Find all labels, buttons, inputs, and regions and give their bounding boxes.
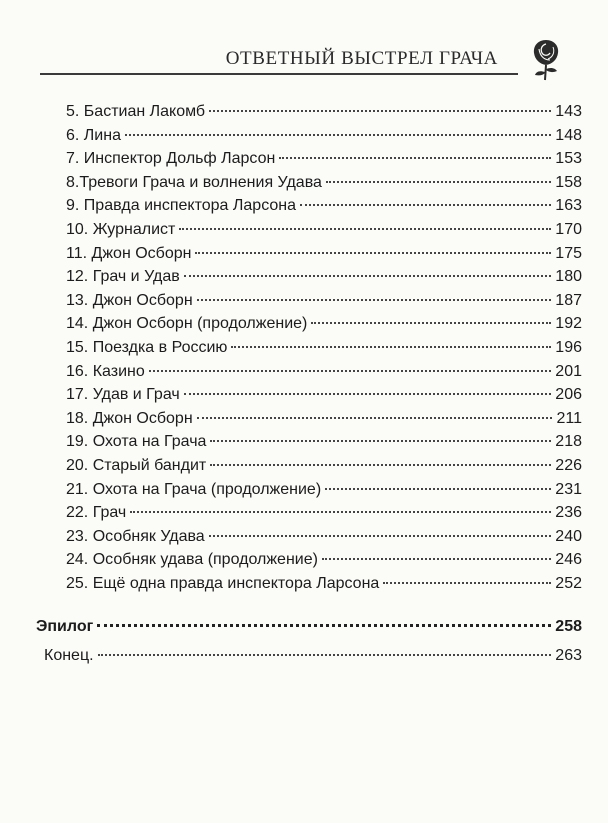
entry-title: Эпилог	[36, 613, 97, 641]
toc-entry[interactable]	[66, 478, 582, 502]
entry-title: 15. Поездка в Россию	[66, 336, 231, 360]
dot-leader	[197, 299, 552, 301]
page-number: 175	[555, 244, 582, 262]
entry-title: 9. Правда инспектора Ларсона	[66, 194, 300, 218]
entry-title: 12. Грач и Удав	[66, 265, 184, 289]
toc-entry[interactable]	[66, 572, 582, 596]
page-number: 218	[555, 433, 582, 451]
dot-leader	[383, 582, 551, 584]
page-number: 180	[555, 268, 582, 286]
page-number: 240	[555, 527, 582, 545]
toc-entry[interactable]	[66, 147, 582, 171]
entry-title: 10. Журналист	[66, 218, 179, 242]
entry-title: 8.Тревоги Грача и волнения Удава	[66, 171, 326, 195]
dot-leader	[325, 488, 551, 490]
table-of-contents	[36, 100, 582, 671]
dot-leader	[279, 157, 551, 159]
page-number: 258	[555, 618, 582, 636]
dot-leader	[322, 558, 551, 560]
toc-entry-epilogue[interactable]	[36, 613, 582, 641]
dot-leader	[197, 417, 552, 419]
entry-title: 23. Особняк Удава	[66, 525, 209, 549]
toc-entry[interactable]	[66, 501, 582, 525]
toc-entry[interactable]	[66, 383, 582, 407]
page-number: 263	[555, 647, 582, 665]
entry-title: 22. Грач	[66, 501, 130, 525]
dot-leader	[300, 204, 551, 206]
toc-entry[interactable]	[66, 312, 582, 336]
toc-entry[interactable]	[66, 218, 582, 242]
page-number: 236	[555, 504, 582, 522]
page-number: 170	[555, 220, 582, 238]
dot-leader	[326, 181, 551, 183]
dot-leader	[125, 134, 551, 136]
dot-leader	[210, 440, 551, 442]
entry-title: 18. Джон Осборн	[66, 407, 197, 431]
page-number: 158	[555, 173, 582, 191]
page-number: 163	[555, 197, 582, 215]
rose-icon	[524, 34, 568, 82]
dot-leader	[311, 322, 551, 324]
toc-entry[interactable]	[66, 407, 582, 431]
dot-leader	[210, 464, 551, 466]
page-number: 252	[555, 574, 582, 592]
page-number: 226	[555, 456, 582, 474]
entry-title: 7. Инспектор Дольф Ларсон	[66, 147, 279, 171]
toc-entry[interactable]	[66, 454, 582, 478]
page-number: 187	[555, 291, 582, 309]
dot-leader	[209, 535, 552, 537]
entry-title: 24. Особняк удава (продолжение)	[66, 548, 322, 572]
dot-leader	[179, 228, 551, 230]
entry-title: 17. Удав и Грач	[66, 383, 184, 407]
dot-leader	[130, 511, 551, 513]
entry-title: 14. Джон Осборн (продолжение)	[66, 312, 311, 336]
toc-entry[interactable]	[66, 548, 582, 572]
entry-title: Конец.	[44, 641, 98, 671]
entry-title: 16. Казино	[66, 360, 149, 384]
page-number: 192	[555, 315, 582, 333]
book-title: ОТВЕТНЫЙ ВЫСТРЕЛ ГРАЧА	[225, 48, 498, 69]
entry-title: 13. Джон Осборн	[66, 289, 197, 313]
toc-entry[interactable]	[66, 289, 582, 313]
entry-title: 11. Джон Осборн	[66, 242, 195, 266]
dot-leader	[184, 275, 552, 277]
dot-leader	[184, 393, 552, 395]
page-number: 206	[555, 386, 582, 404]
page-number: 211	[556, 409, 582, 427]
toc-entry[interactable]	[66, 360, 582, 384]
toc-entry[interactable]	[66, 336, 582, 360]
entry-title: 25. Ещё одна правда инспектора Ларсона	[66, 572, 383, 596]
entry-title: 21. Охота на Грача (продолжение)	[66, 478, 325, 502]
page-number: 196	[555, 338, 582, 356]
toc-entry[interactable]	[66, 265, 582, 289]
page-number: 153	[555, 150, 582, 168]
dot-leader	[195, 252, 551, 254]
toc-entry-ending[interactable]	[44, 641, 582, 671]
toc-entry[interactable]	[66, 124, 582, 148]
dot-leader	[97, 624, 551, 627]
entry-title: 20. Старый бандит	[66, 454, 210, 478]
header-rule	[40, 73, 518, 75]
toc-entry[interactable]	[66, 171, 582, 195]
dot-leader	[231, 346, 551, 348]
page-number: 148	[555, 126, 582, 144]
page-number: 201	[555, 362, 582, 380]
toc-entry[interactable]	[66, 525, 582, 549]
toc-entry[interactable]	[66, 100, 582, 124]
dot-leader	[98, 654, 552, 656]
running-header	[40, 40, 568, 76]
page-number: 231	[555, 480, 582, 498]
toc-entry[interactable]	[66, 242, 582, 266]
dot-leader	[209, 110, 551, 112]
page-number: 143	[555, 103, 582, 120]
entry-title: 6. Лина	[66, 124, 125, 148]
page-number: 246	[555, 551, 582, 569]
dot-leader	[149, 370, 552, 372]
entry-title: 19. Охота на Грача	[66, 430, 210, 454]
entry-title: 5. Бастиан Лакомб	[66, 100, 209, 124]
toc-entry[interactable]	[66, 194, 582, 218]
toc-entry[interactable]	[66, 430, 582, 454]
